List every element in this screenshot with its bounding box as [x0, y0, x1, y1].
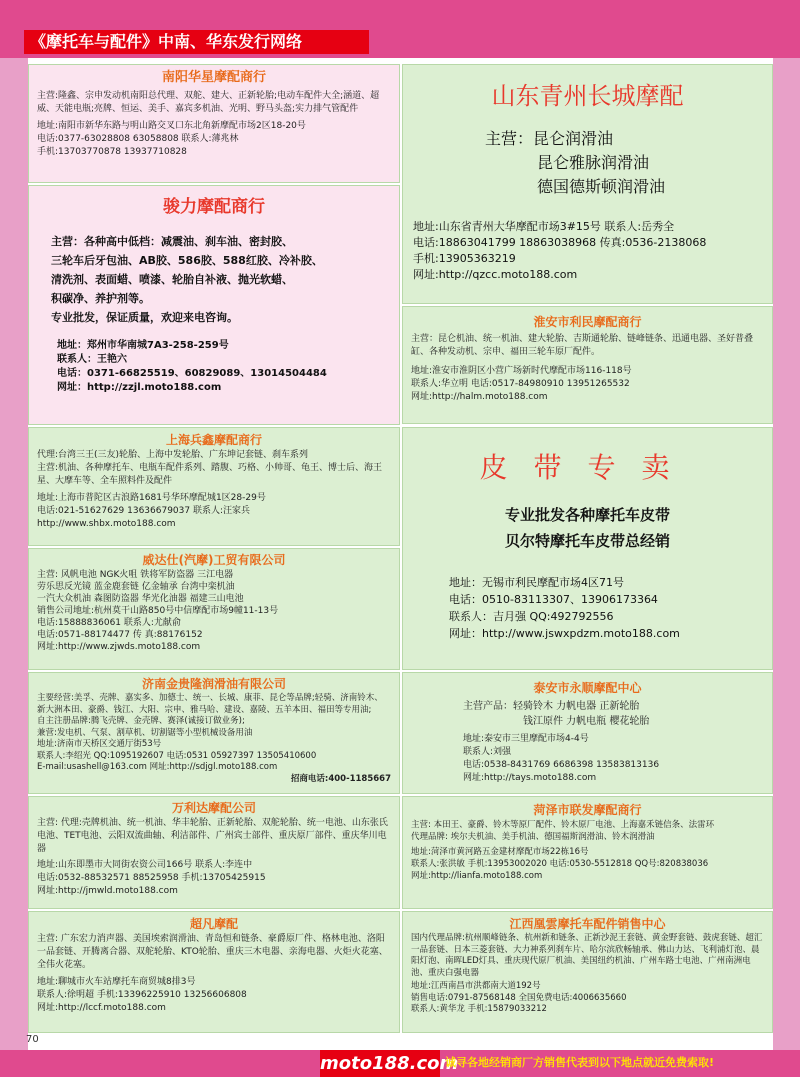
beltad-line: 专业批发各种摩托车皮带 [504, 506, 670, 524]
jinan-text [29, 693, 399, 785]
chaofan-box [28, 911, 400, 1033]
junli-contact [29, 339, 399, 395]
beltad-line: 贝尔特摩托车皮带总经销 [504, 532, 670, 550]
beltad-contact-line: 网址：http://www.jswxpdzm.moto188.com [449, 627, 680, 640]
shanghai-box [28, 427, 400, 546]
shanghai-text [29, 449, 399, 531]
weidashi-line: 电话:15888836061 联系人:尤献俞 [37, 618, 181, 628]
heze-line: 地址:菏泽市黄河路五金建材摩配市场22栋16号 [411, 847, 589, 857]
heze-text [403, 819, 772, 882]
huaian-line: 联系人:华立明 电话:0517-84980910 13951265532 [411, 379, 630, 389]
nanyang-title: 南阳华星摩配商行 [161, 70, 266, 85]
weidashi-line: 销售公司地址:杭州莫干山路850号中信摩配市场9幢11-13号 [37, 606, 279, 616]
jinan-line: E-mail:usashell@163.com 网址:http://sdjgl.moto188.com [37, 762, 278, 772]
shanghai-line: 地址:上海市普陀区古浪路1681号华环摩配城1区28-29号 [37, 493, 266, 503]
jinan-line: 主要经营:美孚、壳牌、嘉实多、加德士、统一、长城、康菲、昆仑等品牌;轻骑、济南铃木、新大洲本田、豪爵、钱江、大阳、宗申、雅马哈、建设、嘉陵、五羊本田、福田等专用油; [37, 693, 383, 715]
junli-line: 清洗剂、表面蜡、喷漆、轮胎自补液、抛光软蜡、 [51, 273, 293, 286]
jinan-line: 地址:济南市天桥区交通厅街53号 [37, 739, 162, 749]
wanlida-line: 电话:0532-88532571 88525958 手机:13705425915 [37, 873, 266, 883]
junli-contact-line: 电话：0371-66825519、60829089、13014504484 [57, 368, 327, 379]
qingzhou-line: 德国德斯顿润滑油 [537, 177, 666, 196]
shanghai-title: 上海兵鑫摩配商行 [165, 433, 262, 447]
chaofan-line: 地址:聊城市火车站摩托车商贸城8排3号 [37, 977, 196, 987]
taian-line: 钱江原件 力帆电瓶 樱花轮胎 [523, 716, 650, 727]
qingzhou-line: 主营：昆仑润滑油 [485, 129, 614, 148]
nanyang-line: 地址:南阳市新华东路与明山路交叉口东北角新摩配市场2区18-20号 [37, 121, 306, 131]
chaofan-text [29, 933, 399, 1015]
jiangxi-text [403, 933, 772, 1016]
jiangxi-line: 销售电话:0791-87568148 全国免费电话:4006635660 [411, 992, 627, 1003]
weidashi-line: 劳乐思反光镜 蓝金鹿套链 亿金轴承 台湾中栾机油 [37, 582, 235, 592]
nanyang-box [28, 64, 400, 183]
jinan-line: 自主注册品牌:腾飞壳牌、金壳牌、赛泽(诚接订做业务); [37, 716, 245, 726]
heze-line: 联系人:张洪敏 手机:13953002020 电话:0530-5512818 QQ号:820838036 [411, 859, 709, 869]
taian-line: 地址:泰安市三里摩配市场4-4号 [463, 734, 589, 744]
weidashi-line: 一汽大众机油 森图防盗器 华光化油器 福建三山电池 [37, 594, 244, 604]
shanghai-line: 代理:台湾三王(三友)轮胎、上海中发轮胎、广东坤记套链、刹车系列 [37, 450, 309, 460]
qingzhou-contact-line: 网址:http://qzcc.moto188.com [413, 268, 578, 281]
huaian-line: 地址:淮安市淮阴区小营广场新时代摩配市场116-118号 [411, 366, 632, 376]
beltad-contact-line: 联系人：吉月强 QQ:492792556 [449, 610, 614, 623]
jinan-box [28, 672, 400, 794]
jiangxi-title: 江西凰雲摩托车配件销售中心 [509, 917, 666, 931]
junli-contact-line: 联系人：王艳六 [57, 354, 127, 365]
weidashi-box [28, 548, 400, 670]
beltad-title: 皮带专卖 [479, 451, 696, 484]
qingzhou-contact-line: 手机:13905363219 [413, 252, 516, 265]
footer-note: 诚寻各地经销商厂方销售代表到以下地点就近免费索取! [445, 1056, 715, 1069]
huaian-line: 主营：昆仑机油、统一机油、建大轮胎、吉斯通轮胎、链峰链条、迅通电器、圣好普叠缸、各种发动机、宗申、福田三轮车原厂配件。 [411, 334, 754, 357]
beltad-contact-line: 电话：0510-83113307、13906173364 [449, 593, 658, 606]
huaian-box [402, 306, 773, 424]
jiangxi-box [402, 911, 773, 1033]
taian-title: 泰安市永顺摩配中心 [533, 681, 642, 695]
jinan-title: 济南金贵隆润滑油有限公司 [141, 677, 286, 691]
page-header [0, 0, 800, 58]
wanlida-title: 万利达摩配公司 [171, 801, 256, 815]
chaofan-line: 主营: 广东宏力消声器、美国埃索润滑油、青岛恒和链条、豪爵原厂件、格林电池、洛阳一品套链、开腾离合器、双舵轮胎、KTO轮胎、重庆三木电器、亲海电器、火炬火花塞、全伟火花塞。 [37, 934, 388, 970]
junli-title: 骏力摩配商行 [163, 197, 265, 217]
wanlida-line: 网址:http://jmwld.moto188.com [37, 886, 178, 896]
huaian-line: 网址:http://halm.moto188.com [411, 392, 548, 402]
chaofan-line: 网址:http://lccf.moto188.com [37, 1003, 166, 1013]
nanyang-line: 主营:隆鑫、宗申发动机南阳总代理、双舵、建大、正新轮胎;电动车配件大全;涵道、超威、天能电瓶;亮牌、恒运、美手、嘉宾多机油、光明、野马头盔;实力排气管配件 [37, 91, 380, 114]
junli-contact-line: 地址：郑州市华南城7A3-258-259号 [57, 340, 229, 351]
taian-text [403, 699, 772, 785]
shanghai-line: 电话:021-51627629 13636679037 联系人:汪家兵 [37, 506, 251, 516]
qingzhou-contact-line: 地址:山东省青州大华摩配市场3#15号 联系人:岳秀全 [413, 220, 675, 233]
huaian-text [403, 333, 772, 404]
qingzhou-line: 昆仑雅脉润滑油 [537, 153, 650, 172]
weidashi-text [29, 569, 399, 653]
weidashi-title: 威达仕(汽摩)工贸有限公司 [142, 553, 286, 567]
weidashi-line: 电话:0571-88174477 传 真:88176152 [37, 630, 203, 640]
beltad-text [403, 502, 772, 554]
heze-box [402, 796, 773, 909]
wanlida-line: 主营: 代理:壳牌机油、统一机油、华丰轮胎、正新轮胎、双舵轮胎、统一电池、山东张氏电池、TET电池、云阳双流曲轴、利洁部件、广州宾士部件、重庆原厂部件、重庆华川电器 [37, 818, 388, 854]
beltad-box [402, 427, 773, 670]
junli-line: 积碳净、养护剂等。 [51, 292, 150, 305]
page-content [28, 58, 773, 1050]
weidashi-line: 主营: 风帆电池 NGK火咀 铁将军防盗器 三江电器 [37, 570, 234, 580]
shanghai-line: 主营:机油、各种摩托车、电瓶车配件系列、踏腹、巧格、小帅哥、龟王、博士后、海王星、大摩车等、全车照料件及配件 [37, 463, 383, 486]
chaofan-line: 联系人:徐明超 手机:13396225910 13256606808 [37, 990, 247, 1000]
junli-line: 主营：各种高中低档：减震油、刹车油、密封胶、 [51, 235, 293, 248]
jiangxi-line: 国内代理品牌:杭州顺峰链条、杭州新和链条、正新沙泥王套链、黄金野套链、鼓虎套链、超汇一品套链、日本三菱套链、大力神系列刹车片、哈尔滨欣畅轴承、佛山力达、飞利浦灯泡、晨阳灯泡、南晖LED灯具、重庆现代原厂机油、美国纽约机油、广州车路士电池、广州南洲电池、重庆白强电器 [411, 933, 763, 978]
taian-line: 主营产品：轻骑铃木 力帆电器 正新轮胎 [463, 701, 640, 712]
jinan-line: 兼营:发电机、气泵、割草机、切割锯等小型机械设备用油 [37, 727, 253, 738]
heze-line: 网址:http://lianfa.moto188.com [411, 871, 543, 881]
footer-logo[interactable]: moto188.com [320, 1050, 440, 1077]
junli-box [28, 185, 400, 425]
wanlida-box [28, 796, 400, 909]
jiangxi-line: 地址:江西南昌市洪都南大道192号 [411, 981, 541, 991]
qingzhou-box [402, 64, 773, 304]
wanlida-line: 地址:山东即墨市大同街农资公司166号 联系人:李连中 [37, 860, 253, 870]
nanyang-text [29, 90, 399, 159]
heze-line: 代理品牌: 埃尔夫机油、美手机油、德国福斯润滑油、铃木润滑油 [411, 832, 655, 842]
weidashi-line: 网址:http://www.zjwds.moto188.com [37, 642, 201, 652]
junli-text [29, 232, 399, 327]
junli-contact-line: 网址：http://zzjl.moto188.com [57, 382, 222, 393]
header-title: 《摩托车与配件》中南、华东发行网络 [24, 30, 369, 54]
taian-line: 电话:0538-8431769 6686398 13583813136 [463, 760, 660, 770]
junli-line: 三轮车后牙包油、AB胶、586胶、588红胶、冷补胶、 [51, 254, 323, 267]
shanghai-line: http://www.shbx.moto188.com [37, 519, 176, 529]
heze-line: 主营: 本田王、豪爵、铃木等原厂配件、铃木原厂电池、上海嘉禾链信条、法雷环 [411, 820, 715, 830]
jinan-line: 联系人:李绍光 QQ:1095192607 电话:0531 05927397 13505410600 [37, 750, 317, 761]
beltad-contact [403, 574, 772, 642]
taian-box [402, 672, 773, 794]
qingzhou-title: 山东青州长城摩配 [491, 82, 684, 110]
nanyang-line: 手机:13703770878 13937710828 [37, 147, 187, 157]
jiangxi-line: 联系人:黄华龙 手机:15879033212 [411, 1004, 547, 1014]
taian-line: 联系人:刘强 [463, 747, 512, 757]
heze-title: 菏泽市联发摩配商行 [533, 803, 642, 817]
beltad-contact-line: 地址：无锡市利民摩配市场4区71号 [449, 576, 624, 589]
page-number: 70 [26, 1034, 39, 1045]
wanlida-text [29, 817, 399, 898]
jinan-hotline: 招商电话:400-1185667 [290, 773, 391, 784]
taian-line: 网址:http://tays.moto188.com [463, 773, 597, 783]
qingzhou-contact-line: 电话:18863041799 18863038968 传真:0536-2138068 [413, 236, 707, 249]
nanyang-line: 电话:0377-63028808 63058808 联系人:薄兆林 [37, 134, 239, 144]
huaian-title: 淮安市利民摩配商行 [533, 315, 642, 329]
qingzhou-contact [403, 219, 772, 283]
qingzhou-text [403, 127, 772, 199]
junli-line: 专业批发，保证质量，欢迎来电咨询。 [51, 311, 238, 324]
chaofan-title: 超凡摩配 [189, 917, 238, 931]
